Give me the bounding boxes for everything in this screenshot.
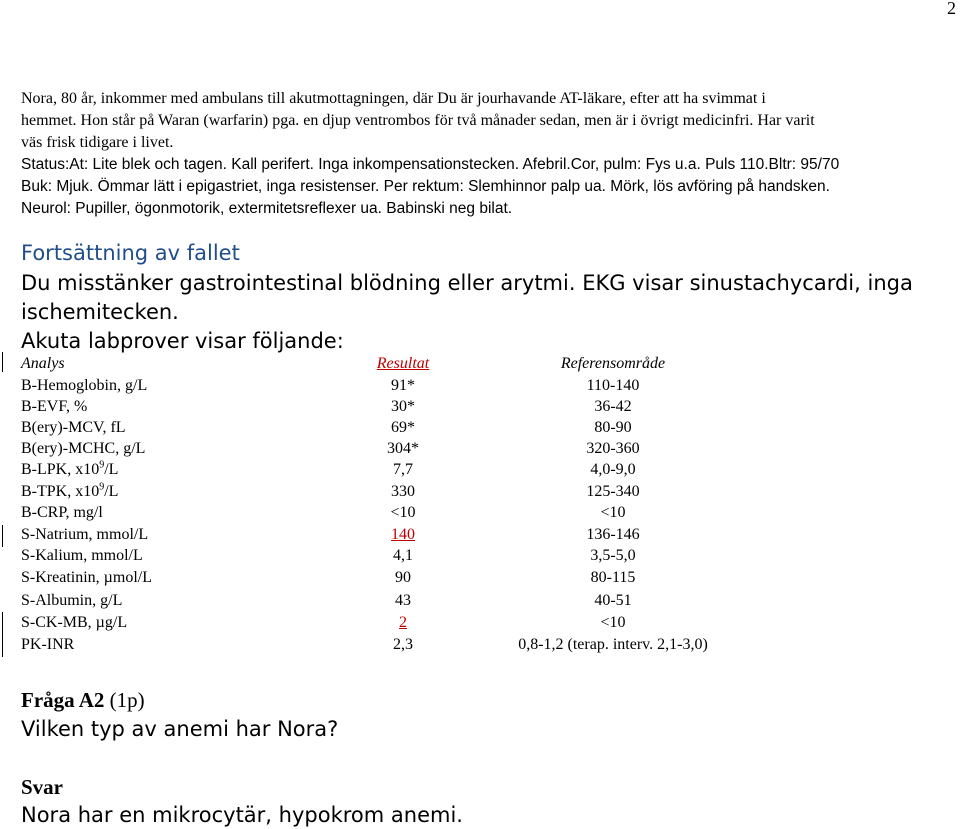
analys-pre: B-LPK, x10 <box>21 461 100 478</box>
row-resultat: 140 <box>391 526 415 543</box>
continuation-line-1: Du misstänker gastrointestinal blödning eller arytmi. EKG visar sinustachycardi, inga <box>21 271 913 295</box>
table-row <box>21 377 741 398</box>
row-analys: PK-INR <box>21 636 75 653</box>
row-referens: 0,8-1,2 (terap. interv. 2,1-3,0) <box>518 636 708 653</box>
case-line-2: hemmet. Hon står på Waran (warfarin) pga. en djup ventrombos för två månader sedan, men är i övrigt medicinfri. Har varit <box>21 112 815 129</box>
row-referens: 110-140 <box>586 377 640 394</box>
table-row <box>21 569 741 590</box>
question-text: Vilken typ av anemi har Nora? <box>21 717 339 741</box>
row-resultat: 2,3 <box>393 636 413 653</box>
row-resultat: 90 <box>395 569 411 586</box>
row-analys: S-CK-MB, µg/L <box>21 614 128 631</box>
row-referens: 3,5-5,0 <box>590 547 636 564</box>
analys-post: /L <box>104 483 119 500</box>
header-resultat: Resultat <box>376 355 430 372</box>
row-referens: <10 <box>600 614 626 631</box>
continuation-title: Fortsättning av fallet <box>21 241 240 265</box>
table-row <box>21 440 741 461</box>
row-referens: 125-340 <box>586 483 640 500</box>
change-bar <box>2 612 3 657</box>
table-row <box>21 547 741 568</box>
row-referens: 136-146 <box>586 526 640 543</box>
status-line: Status:At: Lite blek och tagen. Kall perifert. Inga inkompensationstecken. Afebril.Cor, pulm: Fys u.a. Puls 110.Bltr: 95/70 <box>21 156 840 173</box>
table-row <box>21 483 741 504</box>
question-label: Fråga A2 <box>21 688 105 712</box>
table-row <box>21 526 741 547</box>
question-title <box>21 688 145 713</box>
analys-post: /L <box>104 461 119 478</box>
page-number: 2 <box>947 0 956 18</box>
header-referens: Referensområde <box>560 355 666 372</box>
row-analys <box>21 461 118 479</box>
row-resultat: 304* <box>387 440 419 457</box>
header-analys: Analys <box>21 355 65 372</box>
change-bar <box>2 525 3 547</box>
row-analys: B(ery)-MCHC, g/L <box>21 440 146 457</box>
row-resultat: <10 <box>390 504 416 521</box>
row-resultat: 330 <box>391 483 415 500</box>
row-resultat: 7,7 <box>393 461 413 478</box>
table-row <box>21 614 741 635</box>
row-analys: S-Kalium, mmol/L <box>21 547 143 564</box>
row-analys: S-Kreatinin, µmol/L <box>21 569 152 586</box>
row-analys: B-EVF, % <box>21 398 88 415</box>
answer-text: Nora har en mikrocytär, hypokrom anemi. <box>21 803 463 827</box>
row-analys <box>21 483 118 501</box>
lab-intro: Akuta labprover visar följande: <box>21 329 344 353</box>
row-resultat: 91* <box>391 377 415 394</box>
row-analys: S-Natrium, mmol/L <box>21 526 149 543</box>
row-resultat: 4,1 <box>393 547 413 564</box>
analys-pre: B-TPK, x10 <box>21 483 100 500</box>
row-analys: B-Hemoglobin, g/L <box>21 377 148 394</box>
table-row <box>21 419 741 440</box>
row-analys: S-Albumin, g/L <box>21 592 123 609</box>
lab-table-header <box>21 355 741 376</box>
buk-line: Buk: Mjuk. Ömmar lätt i epigastriet, inga resistenser. Per rektum: Slemhinnor palp ua. Mörk, lös avföring på handsken. <box>21 178 830 195</box>
row-resultat: 43 <box>395 592 411 609</box>
row-referens: 36-42 <box>594 398 632 415</box>
row-referens: <10 <box>600 504 626 521</box>
analys-sup: 9 <box>99 481 105 493</box>
question-points: (1p) <box>109 688 145 712</box>
table-row <box>21 636 741 657</box>
row-analys: B-CRP, mg/l <box>21 504 103 521</box>
row-resultat: 2 <box>399 614 407 631</box>
continuation-line-2: ischemitecken. <box>21 300 179 324</box>
case-line-1: Nora, 80 år, inkommer med ambulans till akutmottagningen, där Du är jourhavande AT-läkare, efter att ha svimmat i <box>21 90 766 107</box>
table-row <box>21 461 741 482</box>
row-resultat: 30* <box>391 398 415 415</box>
row-analys: B(ery)-MCV, fL <box>21 419 126 436</box>
table-row <box>21 398 741 419</box>
table-row <box>21 504 741 525</box>
row-resultat: 69* <box>391 419 415 436</box>
case-line-3: väs frisk tidigare i livet. <box>21 134 174 151</box>
row-referens: 4,0-9,0 <box>590 461 636 478</box>
table-row <box>21 592 741 613</box>
answer-title: Svar <box>21 775 63 799</box>
row-referens: 80-90 <box>594 419 632 436</box>
row-referens: 320-360 <box>586 440 640 457</box>
row-referens: 80-115 <box>590 569 636 586</box>
neurol-line: Neurol: Pupiller, ögonmotorik, extermitetsreflexer ua. Babinski neg bilat. <box>21 200 513 217</box>
row-referens: 40-51 <box>594 592 632 609</box>
change-bar <box>2 352 3 372</box>
analys-sup: 9 <box>99 459 105 471</box>
